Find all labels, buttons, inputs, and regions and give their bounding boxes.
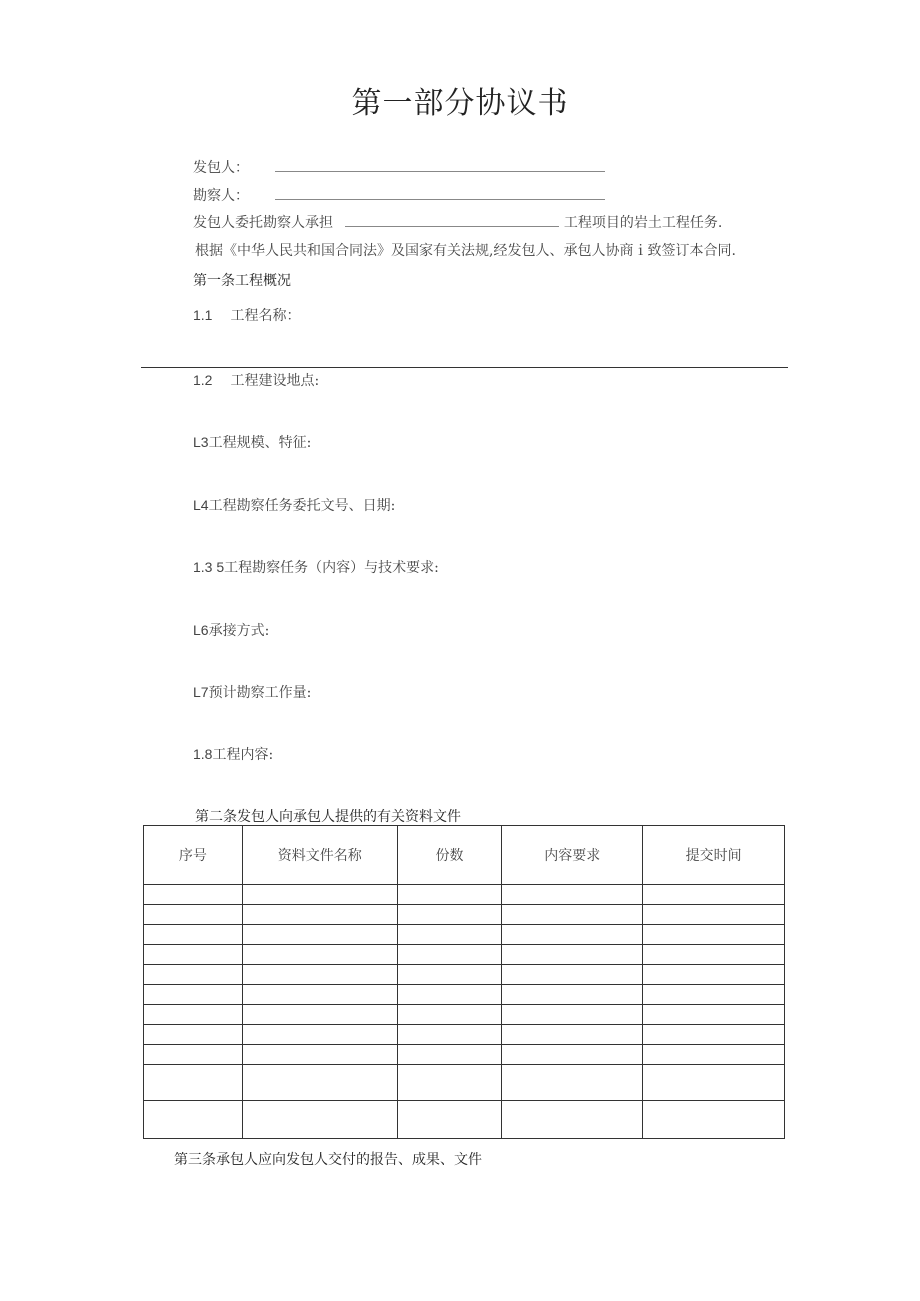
table-cell[interactable]: [643, 925, 785, 945]
table-cell[interactable]: [397, 965, 502, 985]
article1-item: [193, 432, 311, 452]
table-cell[interactable]: [144, 1065, 243, 1101]
article1-item: [193, 495, 395, 515]
table-cell[interactable]: [397, 1025, 502, 1045]
employer-line: [193, 157, 605, 177]
table-cell[interactable]: [397, 1005, 502, 1025]
entrust-prefix: 发包人委托勘察人承担: [193, 215, 333, 231]
article1-item: [193, 744, 273, 764]
table-cell[interactable]: [397, 925, 502, 945]
table-cell[interactable]: [397, 1045, 502, 1065]
table-row: [144, 985, 785, 1005]
item-label: 工程建设地点:: [230, 373, 320, 389]
article1-heading: 第一条工程概况: [193, 273, 291, 289]
article2-heading: 第二条发包人向承包人提供的有关资料文件: [195, 809, 461, 825]
column-header-submission-time: 提交时间: [643, 826, 785, 885]
table-row: [144, 1065, 785, 1101]
table-cell[interactable]: [643, 905, 785, 925]
table-cell[interactable]: [144, 945, 243, 965]
item-number: L6: [193, 622, 209, 638]
table-cell[interactable]: [502, 1101, 643, 1139]
table-cell[interactable]: [502, 985, 643, 1005]
table-row: [144, 965, 785, 985]
table-cell[interactable]: [242, 925, 397, 945]
employer-blank[interactable]: [275, 161, 605, 172]
surveyor-blank[interactable]: [275, 189, 605, 200]
table-cell[interactable]: [502, 1065, 643, 1101]
page-title: 第一部分协议书: [351, 86, 569, 121]
table-cell[interactable]: [144, 985, 243, 1005]
table-cell[interactable]: [643, 1005, 785, 1025]
entrust-suffix: 工程项目的岩土工程任务.: [563, 215, 723, 231]
table-cell[interactable]: [144, 1005, 243, 1025]
documents-table: [143, 825, 785, 1139]
table-row: [144, 1101, 785, 1139]
item-number: 1.1: [193, 307, 213, 323]
table-cell[interactable]: [502, 945, 643, 965]
column-header-copies: 份数: [397, 826, 502, 885]
column-header-index: 序号: [144, 826, 243, 885]
table-cell[interactable]: [144, 885, 243, 905]
table-cell[interactable]: [242, 965, 397, 985]
item-number: 1.2: [193, 372, 213, 388]
table-cell[interactable]: [144, 1101, 243, 1139]
item-label: 工程规模、特征:: [208, 435, 312, 451]
column-header-document-name: 资料文件名称: [242, 826, 397, 885]
table-cell[interactable]: [643, 885, 785, 905]
item-label: 工程内容:: [212, 747, 274, 763]
item-number: L3: [193, 434, 209, 450]
table-row: [144, 905, 785, 925]
article1-item: [193, 620, 269, 640]
table-cell[interactable]: [643, 985, 785, 1005]
item-label: 工程名称：: [230, 308, 301, 324]
divider-line: [141, 367, 788, 368]
table-cell[interactable]: [502, 1025, 643, 1045]
item-number: L4: [193, 497, 209, 513]
table-cell[interactable]: [397, 905, 502, 925]
item-label: 工程勘察任务（内容）与技术要求:: [224, 560, 439, 576]
table-cell[interactable]: [502, 1045, 643, 1065]
surveyor-line: [193, 185, 605, 205]
article1-item: [193, 305, 300, 325]
table-cell[interactable]: [643, 1025, 785, 1045]
table-cell[interactable]: [242, 1101, 397, 1139]
article3-heading: 第三条承包人应向发包人交付的报告、成果、文件: [174, 1152, 482, 1168]
project-blank[interactable]: [345, 216, 559, 227]
table-row: [144, 945, 785, 965]
table-cell[interactable]: [643, 1045, 785, 1065]
table-cell[interactable]: [502, 1005, 643, 1025]
table-cell[interactable]: [242, 905, 397, 925]
table-cell[interactable]: [502, 905, 643, 925]
table-cell[interactable]: [144, 1045, 243, 1065]
item-label: 预计勘察工作量:: [208, 685, 312, 701]
item-label: 工程勘察任务委托文号、日期:: [208, 498, 396, 514]
table-cell[interactable]: [144, 905, 243, 925]
table-header-row: [144, 826, 785, 885]
table-cell[interactable]: [242, 1065, 397, 1101]
item-label: 承接方式:: [208, 623, 270, 639]
article1-item: [193, 682, 311, 702]
table-cell[interactable]: [502, 885, 643, 905]
table-row: [144, 1025, 785, 1045]
table-cell[interactable]: [643, 965, 785, 985]
table-cell[interactable]: [242, 1045, 397, 1065]
table-cell[interactable]: [397, 985, 502, 1005]
table-cell[interactable]: [643, 945, 785, 965]
article1-item: [193, 370, 319, 390]
table-cell[interactable]: [242, 945, 397, 965]
table-row: [144, 1045, 785, 1065]
table-cell[interactable]: [643, 1101, 785, 1139]
surveyor-label: 勘察人：: [193, 188, 249, 204]
article1-item: [193, 557, 439, 577]
item-number: 1.8: [193, 746, 213, 762]
employer-label: 发包人：: [193, 160, 249, 176]
table-cell[interactable]: [144, 925, 243, 945]
table-cell[interactable]: [242, 985, 397, 1005]
contract-basis: 根据《中华人民共和国合同法》及国家有关法规,经发包人、承包人协商ｉ致签订本合同.: [195, 243, 736, 259]
table-cell[interactable]: [242, 1005, 397, 1025]
entrust-line: [193, 212, 722, 232]
table-cell[interactable]: [502, 965, 643, 985]
table-cell[interactable]: [242, 885, 397, 905]
table-row: [144, 925, 785, 945]
item-number: 1.3 5: [193, 559, 225, 575]
item-number: L7: [193, 684, 209, 700]
table-cell[interactable]: [643, 1065, 785, 1101]
table-row: [144, 885, 785, 905]
table-cell[interactable]: [397, 945, 502, 965]
column-header-content-requirements: 内容要求: [502, 826, 643, 885]
table-cell[interactable]: [397, 1101, 502, 1139]
table-cell[interactable]: [397, 885, 502, 905]
table-cell[interactable]: [502, 925, 643, 945]
table-cell[interactable]: [144, 965, 243, 985]
table-cell[interactable]: [144, 1025, 243, 1045]
table-row: [144, 1005, 785, 1025]
table-cell[interactable]: [242, 1025, 397, 1045]
table-cell[interactable]: [397, 1065, 502, 1101]
